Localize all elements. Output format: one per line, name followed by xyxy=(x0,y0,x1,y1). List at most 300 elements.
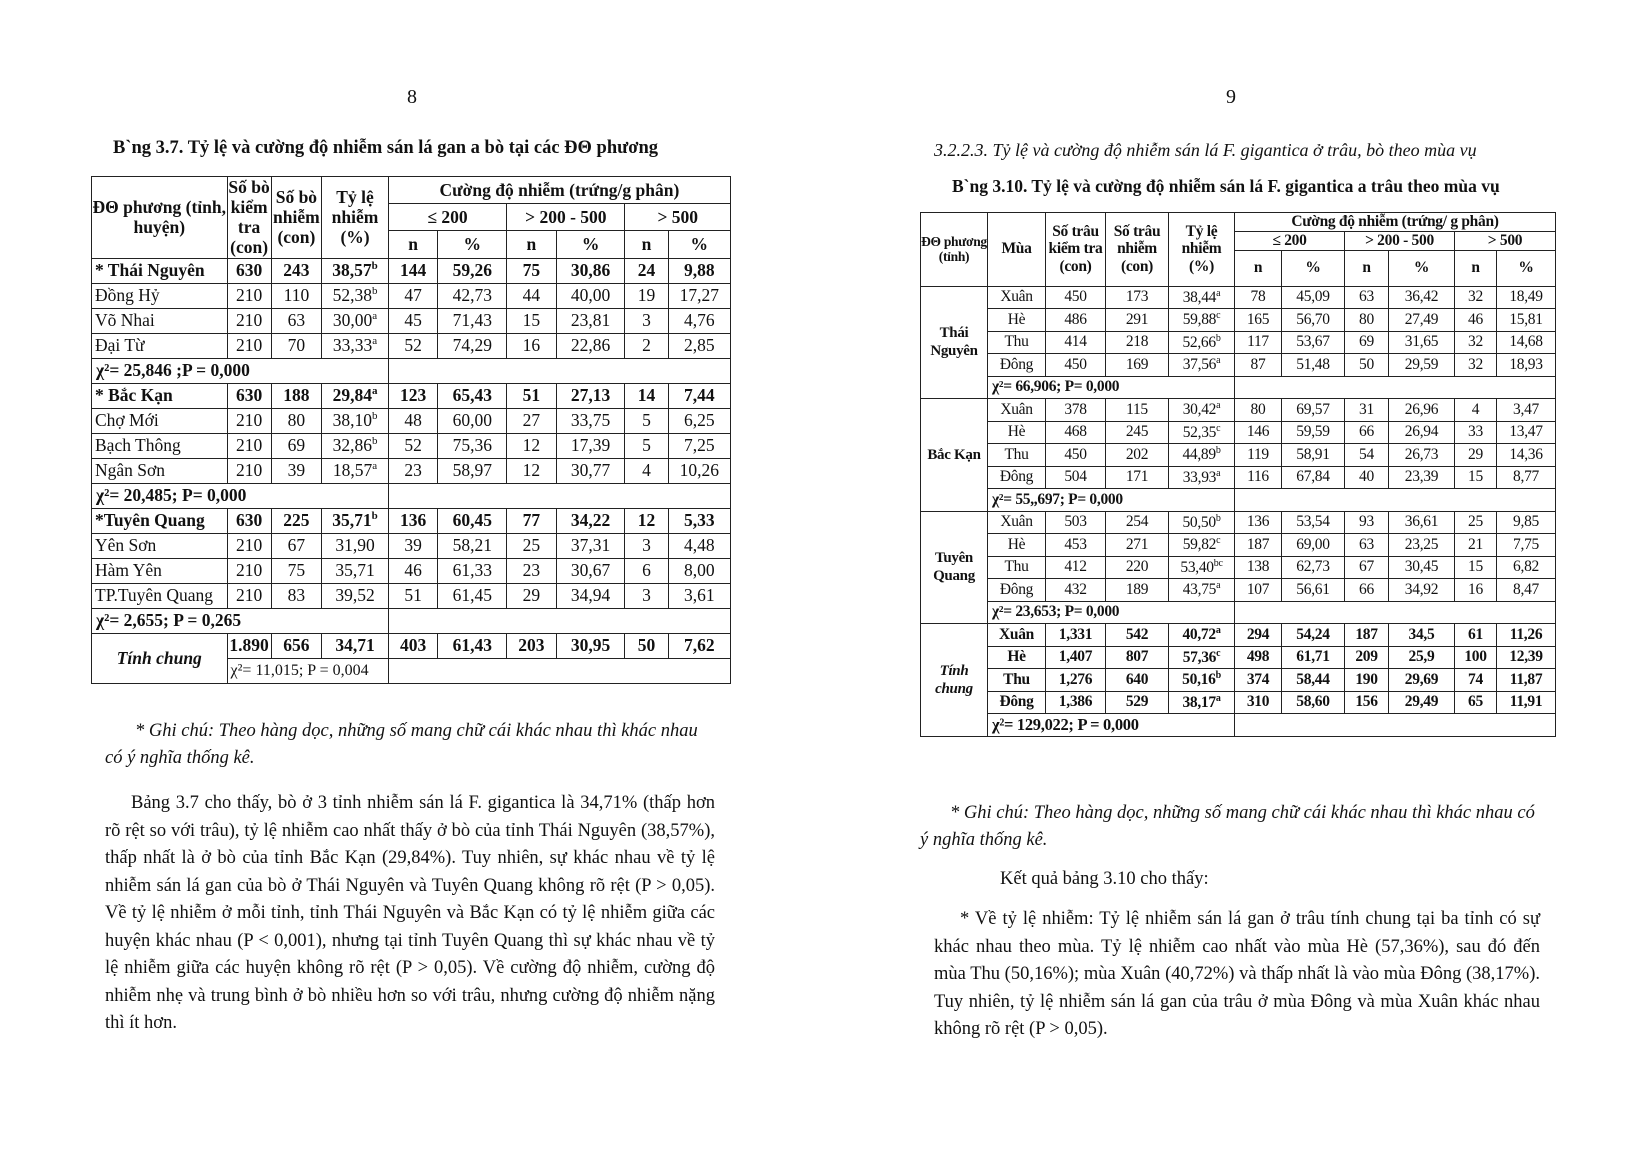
rate-value: 40,72 xyxy=(1182,626,1216,644)
rate-superscript: b xyxy=(1215,445,1221,457)
cell-p1: 42,73 xyxy=(438,283,507,308)
cell-rate xyxy=(1169,309,1235,332)
header-n: n xyxy=(388,231,437,258)
table-row xyxy=(92,333,731,358)
chi-square-row xyxy=(92,483,731,508)
header-n: n xyxy=(1455,250,1497,286)
cell-infected: 271 xyxy=(1106,534,1169,557)
rate-value: 44,89 xyxy=(1182,446,1216,464)
cell-p2: 29,69 xyxy=(1389,669,1455,692)
cell-examined: 414 xyxy=(1046,331,1106,354)
cell-p1: 58,91 xyxy=(1282,444,1345,467)
cell-location: TP.Tuyên Quang xyxy=(92,583,228,608)
cell-infected: 245 xyxy=(1106,421,1169,444)
header-examined: Số trâu kiểm tra (con) xyxy=(1046,213,1106,287)
cell-rate xyxy=(322,433,389,458)
cell-n1: 136 xyxy=(388,508,437,533)
chi-empty xyxy=(1235,714,1556,737)
chi-square-value: χ²= 25,846 ;P = 0,000 xyxy=(92,358,389,383)
chi-square-value: χ²= 23,653; P= 0,000 xyxy=(988,601,1235,624)
cell-location: Tuyên Quang xyxy=(921,511,988,624)
cell-n2: 16 xyxy=(507,333,556,358)
cell-p3: 15,81 xyxy=(1497,309,1556,332)
cell-n3: 21 xyxy=(1455,534,1497,557)
cell-p1: 69,00 xyxy=(1282,534,1345,557)
cell-infected: 189 xyxy=(1106,579,1169,602)
cell-n3: 14 xyxy=(625,383,668,408)
total-n2: 203 xyxy=(507,633,556,658)
header-infected: Số bò nhiễm (con) xyxy=(271,177,322,259)
cell-infected: 39 xyxy=(271,458,322,483)
cell-season: Xuân xyxy=(988,511,1046,534)
cell-p3: 18,49 xyxy=(1497,286,1556,309)
cell-rate xyxy=(1169,286,1235,309)
header-pct: % xyxy=(556,231,625,258)
cell-p3: 13,47 xyxy=(1497,421,1556,444)
cell-p1: 58,97 xyxy=(438,458,507,483)
header-g1: ≤ 200 xyxy=(388,204,506,231)
cell-infected: 291 xyxy=(1106,309,1169,332)
rate-superscript: c xyxy=(1216,310,1221,322)
chi-square-value: χ²= 129,022; P = 0,000 xyxy=(988,714,1235,737)
cell-season: Thu xyxy=(988,331,1046,354)
page-number-right: 9 xyxy=(1226,86,1236,108)
cell-rate xyxy=(1169,331,1235,354)
cell-n2: 75 xyxy=(507,258,556,283)
total-chi-square: χ²= 11,015; P = 0,004 xyxy=(227,658,388,683)
cell-season: Thu xyxy=(988,669,1046,692)
total-infected: 656 xyxy=(271,633,322,658)
rate-superscript: a xyxy=(1216,580,1221,592)
cell-n1: 374 xyxy=(1235,669,1282,692)
paragraph-right-intro: Kết quả bảng 3.10 cho thấy: xyxy=(1000,869,1209,889)
cell-n3: 61 xyxy=(1455,624,1497,647)
rate-superscript: b xyxy=(1215,670,1221,682)
cell-p3: 11,91 xyxy=(1497,691,1556,714)
cell-p1: 56,70 xyxy=(1282,309,1345,332)
rate-superscript: a xyxy=(372,310,378,323)
cell-n3: 25 xyxy=(1455,511,1497,534)
chi-empty xyxy=(388,358,730,383)
cell-season: Đông xyxy=(988,354,1046,377)
rate-value: 30,00 xyxy=(332,310,373,330)
cell-n1: 51 xyxy=(388,583,437,608)
rate-value: 52,38 xyxy=(332,285,372,305)
cell-p1: 60,45 xyxy=(438,508,507,533)
cell-rate xyxy=(1169,646,1235,669)
cell-p2: 34,94 xyxy=(556,583,625,608)
cell-examined: 453 xyxy=(1046,534,1106,557)
rate-superscript: b xyxy=(1215,332,1221,344)
table-row xyxy=(92,258,731,283)
cell-n3: 46 xyxy=(1455,309,1497,332)
chi-square-row xyxy=(921,376,1556,399)
cell-p2: 29,59 xyxy=(1389,354,1455,377)
rate-superscript: b xyxy=(371,510,378,523)
cell-p3: 14,68 xyxy=(1497,331,1556,354)
cell-examined: 432 xyxy=(1046,579,1106,602)
chi-empty xyxy=(388,483,730,508)
cell-infected: 67 xyxy=(271,533,322,558)
table-row xyxy=(92,458,731,483)
cell-n1: 39 xyxy=(388,533,437,558)
cell-p3: 11,26 xyxy=(1497,624,1556,647)
cell-n3: 24 xyxy=(625,258,668,283)
cell-p3: 4,48 xyxy=(668,533,731,558)
rate-superscript: b xyxy=(1215,512,1221,524)
total-rate: 34,71 xyxy=(322,633,389,658)
cell-rate xyxy=(1169,579,1235,602)
rate-superscript: c xyxy=(1216,647,1221,659)
rate-superscript: a xyxy=(1216,287,1221,299)
chi-square-row xyxy=(921,489,1556,512)
rate-value: 18,57 xyxy=(332,460,373,480)
cell-p3: 7,75 xyxy=(1497,534,1556,557)
cell-n1: 47 xyxy=(388,283,437,308)
cell-infected: 110 xyxy=(271,283,322,308)
cell-p2: 26,94 xyxy=(1389,421,1455,444)
cell-n1: 294 xyxy=(1235,624,1282,647)
cell-p3: 12,39 xyxy=(1497,646,1556,669)
table-row xyxy=(92,558,731,583)
cell-n2: 187 xyxy=(1345,624,1389,647)
rate-value: 33,93 xyxy=(1182,468,1217,486)
cell-p1: 54,24 xyxy=(1282,624,1345,647)
cell-p3: 17,27 xyxy=(668,283,731,308)
cell-rate xyxy=(1169,691,1235,714)
cell-infected: 529 xyxy=(1106,691,1169,714)
cell-location: Bạch Thông xyxy=(92,433,228,458)
cell-p1: 58,44 xyxy=(1282,669,1345,692)
cell-n3: 29 xyxy=(1455,444,1497,467)
cell-p2: 34,92 xyxy=(1389,579,1455,602)
cell-p3: 10,26 xyxy=(668,458,731,483)
cell-p2: 29,49 xyxy=(1389,691,1455,714)
cell-n3: 5 xyxy=(625,408,668,433)
cell-rate xyxy=(322,533,389,558)
cell-p2: 36,42 xyxy=(1389,286,1455,309)
cell-location: Ngân Sơn xyxy=(92,458,228,483)
cell-rate xyxy=(1169,444,1235,467)
rate-value: 50,16 xyxy=(1182,671,1216,689)
cell-p1: 67,84 xyxy=(1282,466,1345,489)
cell-season: Đông xyxy=(988,466,1046,489)
cell-examined: 210 xyxy=(227,408,271,433)
header-g1: ≤ 200 xyxy=(1235,231,1345,250)
cell-n1: 144 xyxy=(388,258,437,283)
cell-infected: 188 xyxy=(271,383,322,408)
cell-infected: 807 xyxy=(1106,646,1169,669)
cell-rate xyxy=(322,383,389,408)
paragraph-right-body: * Về tỷ lệ nhiễm: Tỷ lệ nhiễm sán lá gan ở trâu tính chung tại ba tỉnh có sự khác nhau theo mùa. Tỷ lệ nhiễm cao nhất vào mùa Hè (57,36%), sau đó đến mùa Thu (50,16%); mùa Xuân (40,72%) và thấp nhất là vào mùa Đông (38,17%). Tuy nhiên, tỷ lệ nhiễm sán lá gan của trâu ở mùa Đông và mùa Xuân khác nhau không rõ rệt (P > 0,05). xyxy=(934,909,1540,1039)
header-g2: > 200 - 500 xyxy=(1345,231,1455,250)
total-label: Tính chung xyxy=(92,633,228,683)
cell-p2: 34,5 xyxy=(1389,624,1455,647)
cell-p2: 33,75 xyxy=(556,408,625,433)
cell-n3: 4 xyxy=(1455,399,1497,422)
cell-n3: 100 xyxy=(1455,646,1497,669)
cell-n3: 33 xyxy=(1455,421,1497,444)
cell-p3: 6,82 xyxy=(1497,556,1556,579)
cell-rate xyxy=(1169,399,1235,422)
header-n: n xyxy=(625,231,668,258)
cell-p3: 18,93 xyxy=(1497,354,1556,377)
cell-p1: 71,43 xyxy=(438,308,507,333)
rate-value: 30,42 xyxy=(1182,401,1217,419)
cell-n1: 146 xyxy=(1235,421,1282,444)
cell-examined: 210 xyxy=(227,458,271,483)
cell-n2: 23 xyxy=(507,558,556,583)
rate-superscript: b xyxy=(371,260,378,273)
total-chi-empty xyxy=(388,658,730,683)
cell-n2: 80 xyxy=(1345,309,1389,332)
header-rate: Tỷ lệ nhiễm (%) xyxy=(1169,213,1235,287)
cell-n2: 54 xyxy=(1345,444,1389,467)
rate-value: 38,44 xyxy=(1182,288,1217,306)
cell-p2: 34,22 xyxy=(556,508,625,533)
cell-n1: 45 xyxy=(388,308,437,333)
header-g2: > 200 - 500 xyxy=(507,204,625,231)
cell-examined: 210 xyxy=(227,308,271,333)
page-number-left: 8 xyxy=(407,86,417,108)
cell-season: Hè xyxy=(988,646,1046,669)
header-pct: % xyxy=(1497,250,1556,286)
cell-n2: 29 xyxy=(507,583,556,608)
cell-p2: 30,67 xyxy=(556,558,625,583)
cell-examined: 210 xyxy=(227,433,271,458)
rate-superscript: a xyxy=(372,460,378,473)
header-location: ĐΘ phương (tỉnh) xyxy=(921,213,988,287)
table-row xyxy=(92,433,731,458)
table-row xyxy=(921,579,1556,602)
cell-n1: 23 xyxy=(388,458,437,483)
cell-n1: 80 xyxy=(1235,399,1282,422)
cell-n3: 6 xyxy=(625,558,668,583)
cell-rate xyxy=(322,258,389,283)
cell-examined: 630 xyxy=(227,258,271,283)
cell-n2: 15 xyxy=(507,308,556,333)
cell-n2: 40 xyxy=(1345,466,1389,489)
cell-n1: 52 xyxy=(388,433,437,458)
cell-n3: 15 xyxy=(1455,556,1497,579)
cell-n1: 117 xyxy=(1235,331,1282,354)
table-caption-left: B`ng 3.7. Tỷ lệ và cường độ nhiễm sán lá gan a bò tại các ĐΘ phương xyxy=(113,138,659,158)
cell-location: Tính chung xyxy=(921,624,988,737)
chi-empty xyxy=(388,608,730,633)
header-pct: % xyxy=(1389,250,1455,286)
chi-square-row xyxy=(92,608,731,633)
rate-superscript: c xyxy=(1216,535,1221,547)
cell-n2: 66 xyxy=(1345,421,1389,444)
header-n: n xyxy=(1235,250,1282,286)
rate-superscript: a xyxy=(1216,400,1221,412)
cell-infected: 173 xyxy=(1106,286,1169,309)
table-row xyxy=(921,444,1556,467)
cell-n1: 136 xyxy=(1235,511,1282,534)
cell-n3: 32 xyxy=(1455,354,1497,377)
header-g3: > 500 xyxy=(1455,231,1556,250)
chi-square-value: χ²= 20,485; P= 0,000 xyxy=(92,483,389,508)
cell-n2: 44 xyxy=(507,283,556,308)
cell-location: Yên Sơn xyxy=(92,533,228,558)
table-row xyxy=(921,511,1556,534)
cell-rate xyxy=(322,583,389,608)
rate-value: 38,57 xyxy=(332,260,372,280)
rate-value: 35,71 xyxy=(332,510,372,530)
cell-infected: 254 xyxy=(1106,511,1169,534)
cell-p3: 3,61 xyxy=(668,583,731,608)
total-examined: 1.890 xyxy=(227,633,271,658)
header-examined: Số bò kiểm tra (con) xyxy=(228,177,270,258)
cell-n3: 2 xyxy=(625,333,668,358)
table-row xyxy=(921,466,1556,489)
table-row xyxy=(921,624,1556,647)
cell-p2: 40,00 xyxy=(556,283,625,308)
cell-p1: 53,67 xyxy=(1282,331,1345,354)
cell-rate xyxy=(322,333,389,358)
total-p1: 61,43 xyxy=(438,633,507,658)
cell-infected: 80 xyxy=(271,408,322,433)
table-row xyxy=(921,309,1556,332)
cell-n3: 3 xyxy=(625,308,668,333)
cell-n1: 187 xyxy=(1235,534,1282,557)
cell-infected: 69 xyxy=(271,433,322,458)
table-row xyxy=(92,308,731,333)
cell-infected: 202 xyxy=(1106,444,1169,467)
cell-p2: 23,25 xyxy=(1389,534,1455,557)
cell-rate xyxy=(1169,354,1235,377)
table-row xyxy=(92,408,731,433)
cell-p2: 30,45 xyxy=(1389,556,1455,579)
rate-superscript: bc xyxy=(1213,557,1223,569)
cell-n1: 48 xyxy=(388,408,437,433)
cell-examined: 468 xyxy=(1046,421,1106,444)
cell-p2: 30,77 xyxy=(556,458,625,483)
cell-n1: 498 xyxy=(1235,646,1282,669)
cell-n2: 50 xyxy=(1345,354,1389,377)
cell-examined: 210 xyxy=(227,333,271,358)
cell-infected: 542 xyxy=(1106,624,1169,647)
rate-value: 52,35 xyxy=(1182,423,1217,441)
rate-value: 32,86 xyxy=(332,435,372,455)
cell-p3: 8,47 xyxy=(1497,579,1556,602)
cell-n1: 87 xyxy=(1235,354,1282,377)
cell-season: Xuân xyxy=(988,399,1046,422)
cell-n2: 31 xyxy=(1345,399,1389,422)
table-row xyxy=(921,421,1556,444)
cell-n2: 190 xyxy=(1345,669,1389,692)
total-n3: 50 xyxy=(625,633,668,658)
chi-empty xyxy=(1235,489,1556,512)
cell-p1: 51,48 xyxy=(1282,354,1345,377)
cell-season: Đông xyxy=(988,691,1046,714)
rate-value: 50,50 xyxy=(1182,513,1216,531)
cell-n2: 12 xyxy=(507,458,556,483)
cell-n2: 63 xyxy=(1345,534,1389,557)
cell-examined: 1,407 xyxy=(1046,646,1106,669)
cell-p2: 17,39 xyxy=(556,433,625,458)
table-row xyxy=(921,399,1556,422)
cell-n2: 69 xyxy=(1345,331,1389,354)
cell-infected: 169 xyxy=(1106,354,1169,377)
rate-value: 59,82 xyxy=(1182,536,1217,554)
cell-p3: 8,77 xyxy=(1497,466,1556,489)
header-season: Mùa xyxy=(988,213,1046,287)
cell-infected: 83 xyxy=(271,583,322,608)
cell-infected: 171 xyxy=(1106,466,1169,489)
note-right: * Ghi chú: Theo hàng dọc, những số mang chữ cái khác nhau thì khác nhau có ý nghĩa thống kê. xyxy=(920,803,1535,850)
rate-value: 59,88 xyxy=(1182,311,1217,329)
cell-examined: 412 xyxy=(1046,556,1106,579)
cell-location: Bắc Kạn xyxy=(921,399,988,512)
cell-p1: 69,57 xyxy=(1282,399,1345,422)
cell-infected: 220 xyxy=(1106,556,1169,579)
cell-rate xyxy=(322,283,389,308)
cell-season: Thu xyxy=(988,556,1046,579)
cell-location: *Tuyên Quang xyxy=(92,508,228,533)
table-row xyxy=(921,646,1556,669)
cell-location: Đại Từ xyxy=(92,333,228,358)
cell-examined: 450 xyxy=(1046,444,1106,467)
cell-n2: 27 xyxy=(507,408,556,433)
cell-rate xyxy=(322,458,389,483)
cell-examined: 210 xyxy=(227,283,271,308)
cell-n1: 310 xyxy=(1235,691,1282,714)
cell-p1: 61,33 xyxy=(438,558,507,583)
cell-p2: 37,31 xyxy=(556,533,625,558)
cell-n3: 3 xyxy=(625,533,668,558)
table-row xyxy=(92,508,731,533)
table-row xyxy=(92,583,731,608)
cell-p1: 75,36 xyxy=(438,433,507,458)
cell-examined: 503 xyxy=(1046,511,1106,534)
cell-p1: 60,00 xyxy=(438,408,507,433)
cell-rate xyxy=(322,508,389,533)
rate-value: 33,33 xyxy=(332,335,373,355)
cell-n3: 16 xyxy=(1455,579,1497,602)
cell-examined: 504 xyxy=(1046,466,1106,489)
rate-value: 37,56 xyxy=(1182,356,1217,374)
cell-season: Hè xyxy=(988,534,1046,557)
cell-p1: 59,59 xyxy=(1282,421,1345,444)
total-p3: 7,62 xyxy=(668,633,731,658)
cell-season: Xuân xyxy=(988,286,1046,309)
cell-p1: 58,21 xyxy=(438,533,507,558)
cell-p3: 2,85 xyxy=(668,333,731,358)
table-3-7 xyxy=(91,176,731,684)
cell-n3: 32 xyxy=(1455,286,1497,309)
cell-n3: 65 xyxy=(1455,691,1497,714)
cell-p2: 27,13 xyxy=(556,383,625,408)
cell-p1: 62,73 xyxy=(1282,556,1345,579)
cell-p1: 74,29 xyxy=(438,333,507,358)
cell-examined: 210 xyxy=(227,583,271,608)
cell-infected: 70 xyxy=(271,333,322,358)
table-row xyxy=(921,691,1556,714)
cell-season: Thu xyxy=(988,444,1046,467)
cell-p1: 45,09 xyxy=(1282,286,1345,309)
cell-p2: 23,81 xyxy=(556,308,625,333)
cell-infected: 115 xyxy=(1106,399,1169,422)
cell-p3: 5,33 xyxy=(668,508,731,533)
cell-n3: 15 xyxy=(1455,466,1497,489)
cell-examined: 486 xyxy=(1046,309,1106,332)
rate-superscript: a xyxy=(1215,625,1221,637)
cell-p3: 8,00 xyxy=(668,558,731,583)
cell-n1: 46 xyxy=(388,558,437,583)
cell-p3: 9,85 xyxy=(1497,511,1556,534)
cell-n2: 63 xyxy=(1345,286,1389,309)
